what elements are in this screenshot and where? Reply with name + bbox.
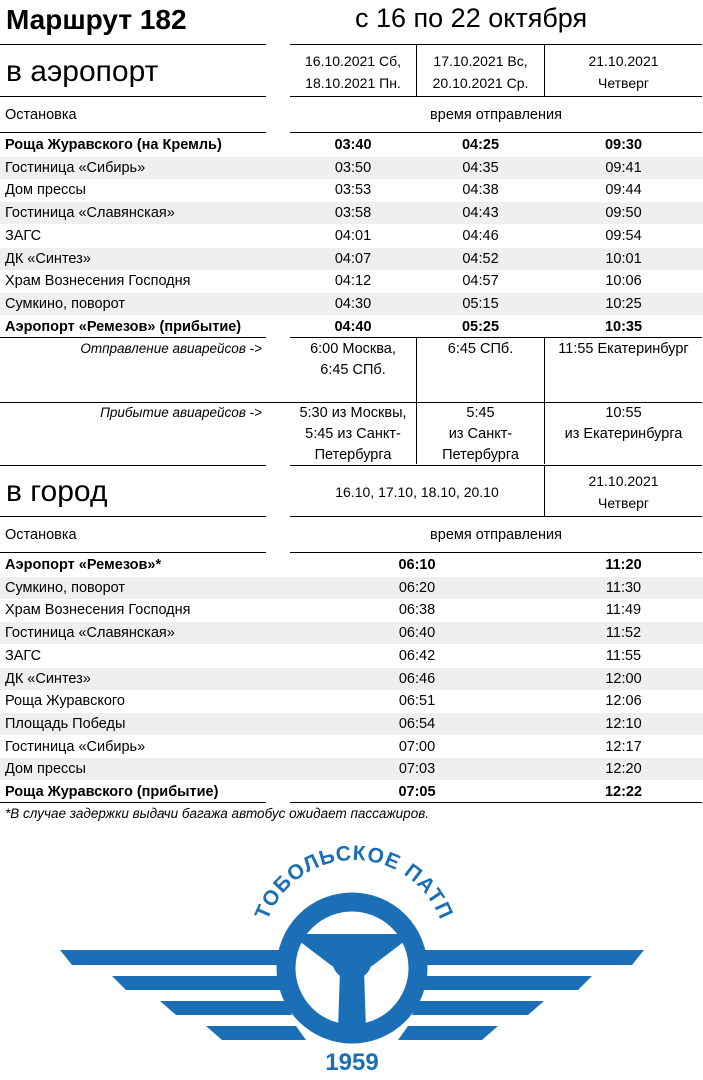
- flight-line: 11:55 Екатеринбург: [558, 341, 689, 357]
- table-row: [0, 202, 703, 224]
- col-header-line: 16.10.2021 Сб,: [305, 53, 401, 69]
- stop-name: Гостиница «Сибирь»: [5, 738, 146, 755]
- col-header-1: [290, 50, 416, 94]
- departure-time: 04:46: [462, 227, 499, 244]
- departure-time: 03:50: [334, 159, 372, 176]
- divider: [290, 132, 702, 133]
- flight-line: 5:30 из Москвы,: [299, 405, 407, 421]
- departure-time: 11:49: [605, 602, 642, 619]
- steering-wheel-icon: [286, 902, 418, 1034]
- departure-time: 10:35: [604, 318, 643, 335]
- departure-time: 06:46: [398, 670, 436, 687]
- time-column-label: время отправления: [430, 107, 562, 123]
- departure-time: 04:40: [334, 318, 372, 335]
- departures-col-1: [290, 339, 416, 381]
- logo-text: ТОБОЛЬСКОЕ ПАТП: [250, 841, 458, 923]
- table-row: [0, 690, 703, 712]
- table-row: [0, 179, 703, 201]
- stop-name: Дом прессы: [5, 182, 86, 199]
- departure-time: 10:06: [605, 273, 642, 290]
- departure-time: 05:25: [461, 318, 500, 335]
- departure-time: 11:55: [605, 647, 642, 664]
- table-row: [0, 758, 703, 780]
- departures-col-3: [545, 339, 702, 360]
- flight-line: 10:55: [605, 405, 642, 421]
- departure-time: 04:35: [462, 159, 499, 176]
- departure-time: 03:53: [334, 182, 372, 199]
- stop-name: ЗАГС: [5, 647, 42, 664]
- col-header-2: [417, 50, 544, 94]
- period-title: с 16 по 22 октября: [355, 3, 588, 33]
- table-row: [0, 134, 703, 156]
- col-header-line: 16.10, 17.10, 18.10, 20.10: [335, 484, 499, 500]
- stop-name: Сумкино, поворот: [5, 579, 126, 596]
- departure-time: 06:54: [398, 715, 436, 732]
- departure-time: 06:40: [398, 625, 436, 642]
- col-header-line: 18.10.2021 Пн.: [305, 75, 401, 91]
- departure-time: 12:20: [605, 761, 642, 778]
- divider: [290, 465, 702, 466]
- flight-line: 6:00 Москва,: [310, 341, 396, 357]
- divider: [0, 337, 266, 338]
- stop-name: Сумкино, поворот: [5, 295, 126, 312]
- departure-time: 09:54: [605, 227, 642, 244]
- departure-time: 11:30: [605, 579, 642, 596]
- table-row: [0, 599, 703, 621]
- table-row: [0, 713, 703, 735]
- stop-name: Дом прессы: [5, 761, 86, 778]
- stop-name: Роща Журавского (прибытие): [5, 784, 219, 800]
- departure-time: 07:03: [398, 761, 436, 778]
- departure-time: 10:25: [605, 295, 642, 312]
- departure-time: 03:40: [334, 137, 372, 153]
- col-header-line: Четверг: [597, 75, 650, 91]
- departure-time: 03:58: [334, 205, 372, 222]
- stop-name: Гостиница «Славянская»: [5, 205, 175, 222]
- flight-line: из Санкт-: [448, 426, 513, 442]
- table-row: [0, 293, 703, 315]
- table-row: [0, 781, 703, 803]
- stop-name: ДК «Синтез»: [5, 670, 91, 687]
- divider: [290, 337, 702, 338]
- flight-line: 5:45 из Санкт-: [305, 426, 401, 442]
- flight-line: 6:45 СПб.: [447, 341, 514, 357]
- table-row: [0, 622, 703, 644]
- stop-column-label: Остановка: [5, 107, 77, 123]
- col-header-1: [290, 481, 544, 503]
- departure-time: 04:57: [462, 273, 499, 290]
- col-header-3: [545, 50, 702, 94]
- departure-time: 07:00: [398, 738, 436, 755]
- divider: [290, 802, 702, 803]
- flight-line: Петербурга: [442, 447, 519, 463]
- departure-time: 09:50: [605, 205, 642, 222]
- stop-name: Храм Вознесения Господня: [5, 602, 191, 619]
- route-title: Маршрут 182: [6, 4, 187, 35]
- divider: [0, 44, 266, 45]
- section-title-to-airport: в аэропорт: [6, 55, 159, 88]
- col-header-line: Четверг: [597, 495, 650, 511]
- departure-time: 06:51: [398, 693, 436, 710]
- col-header-line: 17.10.2021 Вс,: [433, 53, 528, 69]
- stop-name: Гостиница «Сибирь»: [5, 159, 146, 176]
- company-logo: [0, 830, 703, 1080]
- divider: [0, 802, 266, 803]
- arrivals-col-3: [545, 403, 702, 445]
- stop-name: Роща Журавского (на Кремль): [5, 137, 222, 153]
- stop-name: Храм Вознесения Господня: [5, 273, 191, 290]
- divider: [0, 132, 266, 133]
- divider: [0, 465, 266, 466]
- flight-line: из Екатеринбурга: [564, 426, 683, 442]
- flight-line: 5:45: [466, 405, 495, 421]
- col-header-line: 21.10.2021: [588, 473, 659, 489]
- departure-time: 05:15: [462, 295, 499, 312]
- departures-label: Отправление авиарейсов ->: [80, 341, 262, 356]
- divider: [0, 96, 266, 97]
- stop-name: Аэропорт «Ремезов»*: [5, 557, 162, 573]
- table-row: [0, 645, 703, 667]
- col-header-2: [545, 470, 702, 514]
- stop-name: ЗАГС: [5, 227, 42, 244]
- flight-line: Петербурга: [314, 447, 392, 463]
- departure-time: 12:10: [605, 715, 642, 732]
- table-row: [0, 157, 703, 179]
- departure-time: 04:38: [462, 182, 499, 199]
- divider: [0, 516, 266, 517]
- departure-time: 12:22: [604, 784, 643, 800]
- departure-time: 12:06: [605, 693, 642, 710]
- table-row: [0, 736, 703, 758]
- table-row: [0, 270, 703, 292]
- departure-time: 11:52: [605, 625, 642, 642]
- stop-column-label: Остановка: [5, 527, 77, 543]
- departure-time: 04:07: [334, 250, 372, 267]
- departure-time: 04:30: [334, 295, 372, 312]
- flight-line: 6:45 СПб.: [320, 362, 386, 378]
- departure-time: 06:42: [398, 647, 436, 664]
- stop-name: Площадь Победы: [5, 715, 126, 732]
- divider: [290, 552, 702, 553]
- arrivals-col-1: [290, 403, 416, 466]
- departure-time: 11:20: [605, 557, 642, 573]
- divider: [290, 516, 702, 517]
- departure-time: 07:05: [398, 784, 436, 800]
- stop-name: Гостиница «Славянская»: [5, 625, 175, 642]
- stop-name: ДК «Синтез»: [5, 250, 91, 267]
- arrivals-col-2: [417, 403, 544, 466]
- col-header-line: 20.10.2021 Ср.: [432, 75, 529, 91]
- departure-time: 04:43: [462, 205, 499, 222]
- departure-time: 12:17: [605, 738, 642, 755]
- stop-name: Аэропорт «Ремезов» (прибытие): [5, 318, 242, 335]
- departure-time: 04:12: [334, 273, 372, 290]
- section-title-to-city: в город: [6, 475, 108, 508]
- col-header-line: 21.10.2021: [588, 53, 659, 69]
- divider: [290, 96, 702, 97]
- departure-time: 09:44: [605, 182, 642, 199]
- divider: [290, 44, 702, 45]
- departure-time: 06:10: [398, 557, 436, 573]
- departure-time: 09:30: [604, 137, 643, 153]
- table-row: [0, 225, 703, 247]
- divider: [0, 552, 266, 553]
- logo-year: 1959: [325, 1049, 379, 1076]
- departure-time: 04:52: [462, 250, 499, 267]
- table-row: [0, 316, 703, 338]
- departures-col-2: [417, 339, 544, 360]
- departure-time: 06:20: [398, 579, 436, 596]
- table-row: [0, 554, 703, 576]
- stop-name: Роща Журавского: [5, 693, 125, 710]
- departure-time: 04:25: [461, 137, 500, 153]
- departure-time: 04:01: [334, 227, 372, 244]
- table-row: [0, 248, 703, 270]
- departure-time: 12:00: [605, 670, 642, 687]
- table-row: [0, 577, 703, 599]
- table-row: [0, 668, 703, 690]
- departure-time: 10:01: [605, 250, 642, 267]
- footnote: *В случае задержки выдачи багажа автобус ожидает пассажиров.: [5, 806, 429, 821]
- arrivals-label: Прибытие авиарейсов ->: [100, 405, 262, 420]
- departure-time: 06:38: [398, 602, 436, 619]
- time-column-label: время отправления: [430, 527, 562, 543]
- departure-time: 09:41: [605, 159, 642, 176]
